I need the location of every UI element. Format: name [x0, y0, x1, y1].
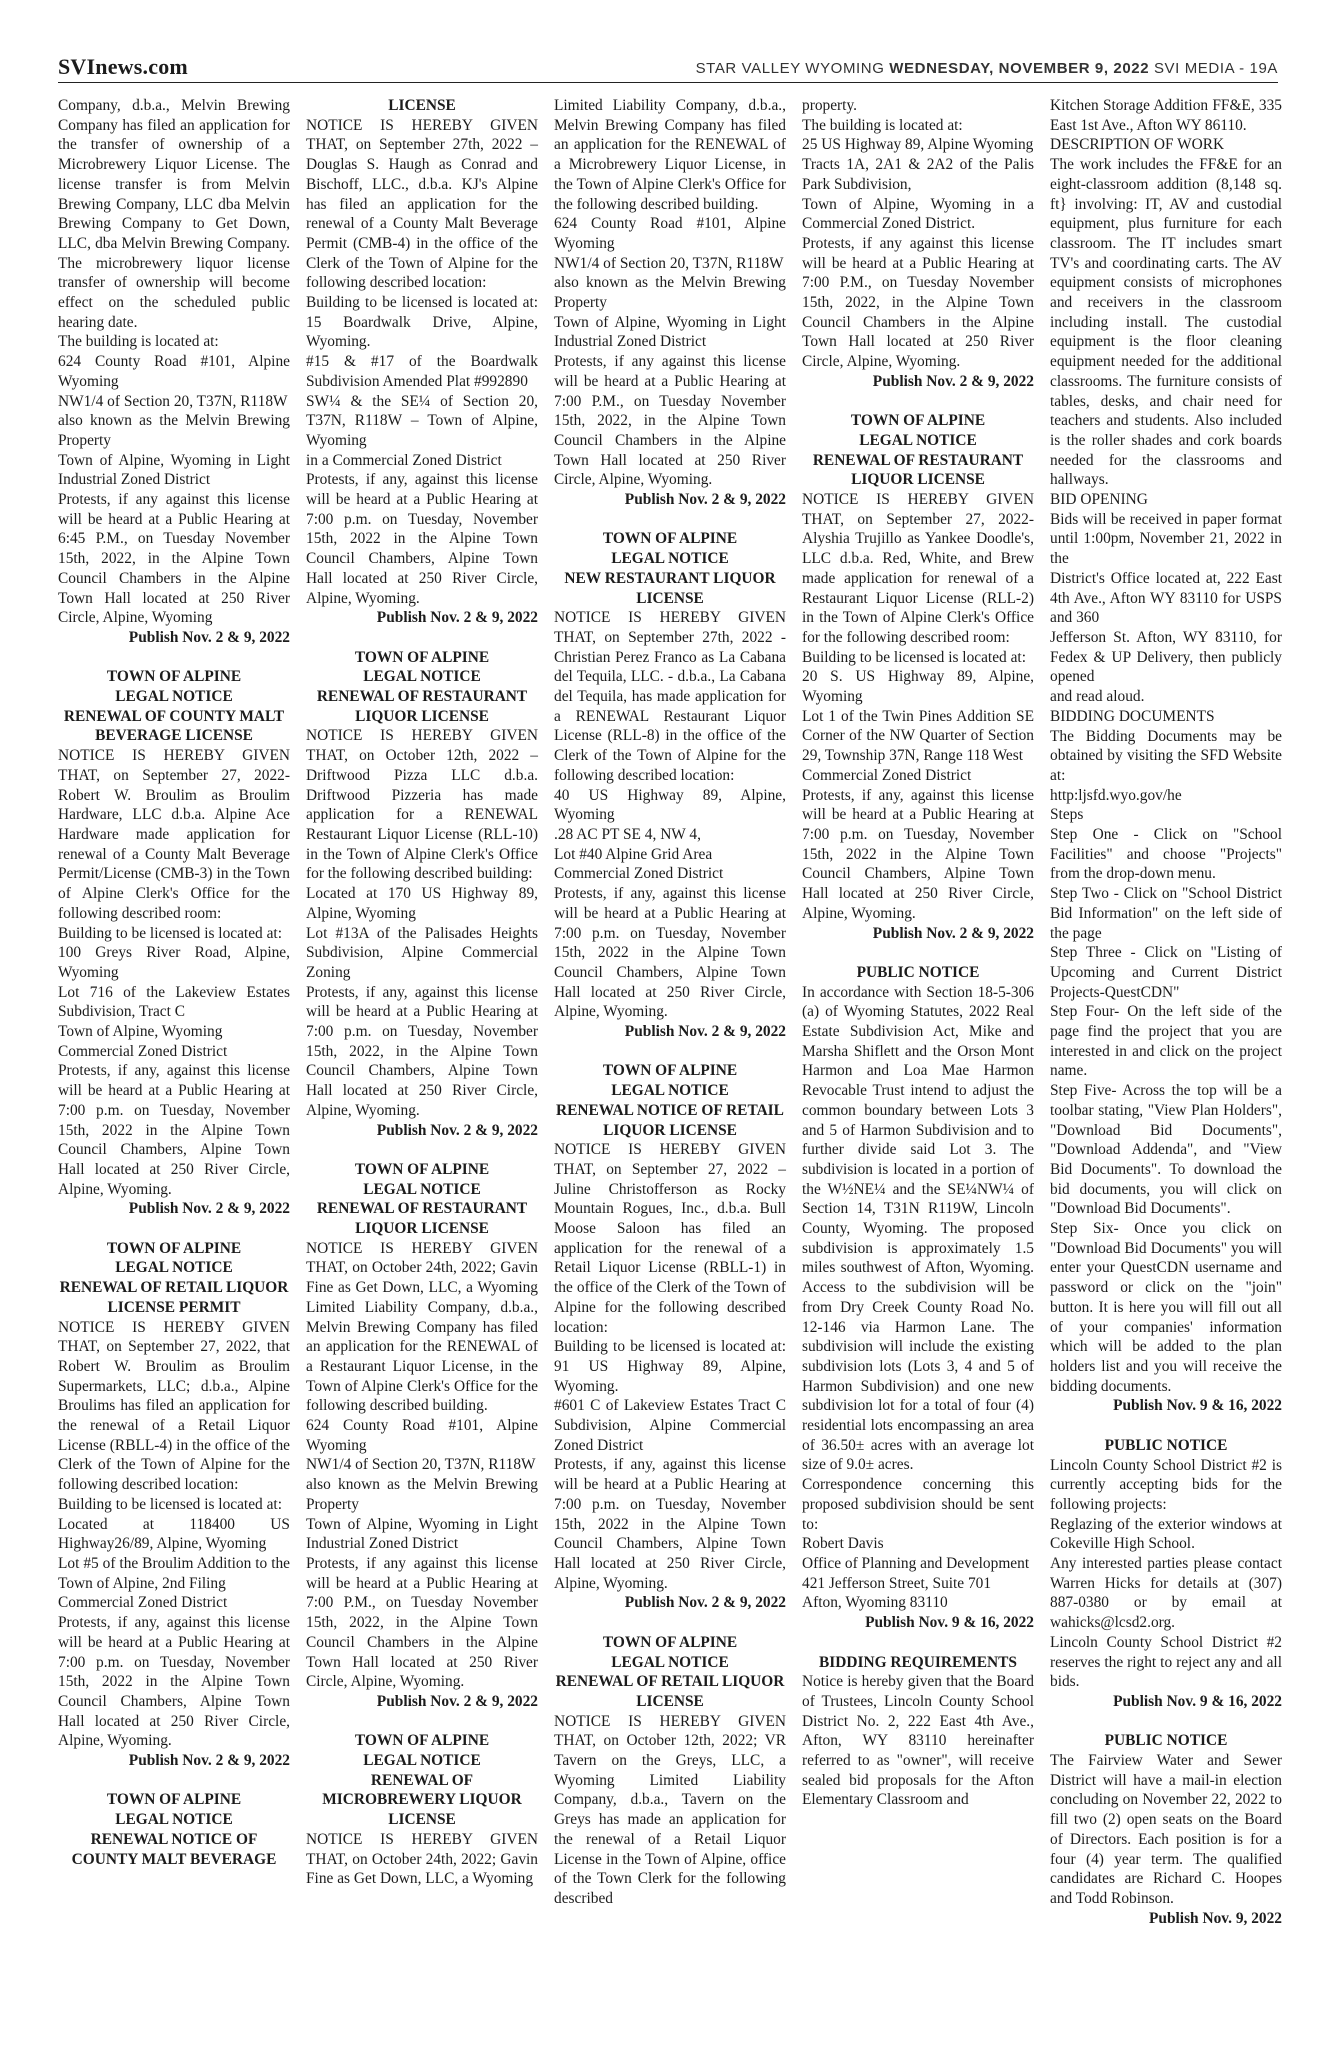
publish-date: Publish Nov. 2 & 9, 2022: [376, 609, 538, 627]
publish-date: Publish Nov. 2 & 9, 2022: [128, 628, 290, 646]
spacer: [306, 1140, 538, 1160]
spacer: [58, 648, 290, 668]
publish-date: Publish Nov. 2 & 9, 2022: [376, 1121, 538, 1139]
spacer: [58, 1771, 290, 1791]
spacer: [554, 1613, 786, 1633]
publish-date: Publish Nov. 2 & 9, 2022: [624, 1594, 786, 1612]
spacer: [1050, 1416, 1282, 1436]
notice-body: NOTICE IS HEREBY GIVEN THAT, on September 27th, 2022 – Douglas S. Haugh as Conrad and Bischoff, LLC., d.b.a. KJ's Alpine has filed an application for the renewal of a County Malt Beverage Permit (CMB-4) in the office of the Clerk of the Town of Alpine for the following described location: Building to be licensed is located at: 15 Boardwalk Drive, Alpine, Wyoming. #15 & #17 of the Boardwalk Subdivision Amended Plat #992890 SW¼ & the SE¼ of Section 20, T37N, R118W – Town of Alpine, Wyoming in a Commercial Zoned District Protests, if any, against this license will be heard at a Public Hearing at 7:00 p.m. on Tuesday, November 15th, 2022 in the Alpine Town Council Chambers, Alpine Town Hall located at 250 River Circle, Alpine, Wyoming.: [306, 116, 538, 607]
notice-heading: TOWN OF ALPINE LEGAL NOTICE RENEWAL OF RESTAURANT LIQUOR LICENSE: [316, 648, 528, 725]
spacer: [58, 1219, 290, 1239]
notice-heading: TOWN OF ALPINE LEGAL NOTICE RENEWAL OF MICROBREWERY LIQUOR LICENSE: [322, 1732, 522, 1829]
publish-date: Publish Nov. 9, 2022: [1149, 1909, 1282, 1927]
spacer: [306, 628, 538, 648]
column-4: [802, 96, 1034, 1810]
column-1: [58, 96, 290, 1869]
spacer: [306, 1712, 538, 1732]
notice-body: NOTICE IS HEREBY GIVEN THAT, on September 27, 2022 – Juline Christofferson as Rocky Mountain Rogues, Inc., d.b.a. Bull Moose Saloon has filed an application for the renewal of a Retail Liquor License (RBLL-1) in the office of the Clerk of the Town of Alpine for the following described location: Building to be licensed is located at: 91 US Highway 89, Alpine, Wyoming. #601 C of Lakeview Estates Tract C Subdivision, Alpine Commercial Zoned District Protests, if any, against this license will be heard at a Public Hearing at 7:00 p.m. on Tuesday, November 15th, 2022 in the Alpine Town Council Chambers, Alpine Town Hall located at 250 River Circle, Alpine, Wyoming.: [554, 1141, 786, 1592]
publish-date: Publish Nov. 9 & 16, 2022: [865, 1614, 1034, 1632]
notice-body: Limited Liability Company, d.b.a., Melvin Brewing Company has filed an application for the RENEWAL of a Microbrewery Liquor License, in the Town of Alpine Clerk's Office for the following described building. 624 County Road #101, Alpine Wyoming NW1/4 of Section 20, T37N, R118W also known as the Melvin Brewing Property Town of Alpine, Wyoming in Light Industrial Zoned District Protests, if any against this license will be heard at a Public Hearing at 7:00 P.M., on Tuesday November 15th, 2022, in the Alpine Town Council Chambers in the Alpine Town Hall located at 250 River Circle, Alpine, Wyoming.: [554, 97, 786, 489]
notice-body: Kitchen Storage Addition FF&E, 335 East 1st Ave., Afton WY 86110. DESCRIPTION OF WORK The work includes the FF&E for an eight-classroom addition (8,148 sq. ft} involving: IT, AV and custodial equipment, plus furniture for each classroom. The IT includes smart TV's and coordinating carts. The AV equipment consists of microphones and receivers in the classroom including install. The custodial equipment is the floor cleaning equipment needed for the additional classrooms. The furniture consists of tables, desks, and chair need for teachers and students. Also included is the roller shades and cork boards needed for the classrooms and hallways. BID OPENING Bids will be received in paper format until 1:00pm, November 21, 2022 in the District's Office located at, 222 East 4th Ave., Afton WY 83110 for USPS and 360 Jefferson St. Afton, WY 83110, for Fedex & UP Delivery, then publicly opened and read aloud. BIDDING DOCUMENTS The Bidding Documents may be obtained by visiting the SFD Website at: http:ljsfd.wyo.gov/he Steps Step One - Click on "School Facilities" and choose "Projects" from the drop-down menu. Step Two - Click on "School District Bid Information" on the left side of the page Step Three - Click on "Listing of Upcoming and Current District Projects-QuestCDN" Step Four- On the left side of the page find the project that you are interested in and click on the project name. Step Five- Across the top will be a toolbar stating, "View Plan Holders", "Download Bid Documents", "Download Addenda", and "View Bid Documents". To download the bid documents, you will click on "Download Bid Documents". Step Six- Once you click on "Download Bid Documents" you will enter your QuestCDN username and password or click on the "join" button. It is here you will fill out all of your companies' information which will be added to the plan holders list and you will receive the bidding documents.: [1050, 97, 1282, 1395]
publish-date: Publish Nov. 9 & 16, 2022: [1113, 1692, 1282, 1710]
masthead-date: WEDNESDAY, NOVEMBER 9, 2022: [889, 60, 1150, 77]
spacer: [554, 1042, 786, 1062]
publish-date: Publish Nov. 2 & 9, 2022: [624, 1023, 786, 1041]
notice-body: NOTICE IS HEREBY GIVEN THAT, on September 27th, 2022 - Christian Perez Franco as La Cabana del Tequila, LLC. - d.b.a., La Cabana del Tequila, has made application for a RENEWAL Restaurant Liquor License (RLL-8) in the office of the Clerk of the Town of Alpine for the following described location: 40 US Highway 89, Alpine, Wyoming .28 AC PT SE 4, NW 4, Lot #40 Alpine Grid Area Commercial Zoned District Protests, if any, against this license will be heard at a Public Hearing at 7:00 p.m. on Tuesday, November 15th, 2022 in the Alpine Town Council Chambers, Alpine Town Hall located at 250 River Circle, Alpine, Wyoming.: [554, 609, 786, 1021]
notice-heading: TOWN OF ALPINE LEGAL NOTICE RENEWAL OF RESTAURANT LIQUOR LICENSE: [316, 1160, 528, 1238]
notice-heading: TOWN OF ALPINE LEGAL NOTICE RENEWAL NOTICE OF COUNTY MALT BEVERAGE: [71, 1791, 277, 1868]
notice-heading: BIDDING REQUIREMENTS: [819, 1653, 1017, 1671]
notice-body: Lincoln County School District #2 is currently accepting bids for the following projects: Reglazing of the exterior windows at Cokeville High School. Any interested parties please contact Warren Hicks for details at (307) 887-0380 or by email at wahicks@lcsd2.org. Lincoln County School District #2 reserves the right to reject any and all bids.: [1050, 1456, 1282, 1691]
notice-body: NOTICE IS HEREBY GIVEN THAT, on October 24th, 2022; Gavin Fine as Get Down, LLC, a Wyoming: [306, 1830, 538, 1888]
notice-body: NOTICE IS HEREBY GIVEN THAT, on October 12th, 2022 –Driftwood Pizza LLC d.b.a. Driftwood Pizzeria has made application for a RENEWAL Restaurant Liquor License (RLL-10) in the Town of Alpine Clerk's Office for the following described building: Located at 170 US Highway 89, Alpine, Wyoming Lot #13A of the Palisades Heights Subdivision, Alpine Commercial Zoning Protests, if any, against this license will be heard at a Public Hearing at 7:00 p.m. on Tuesday, November 15th, 2022, in the Alpine Town Council Chambers, Alpine Town Hall located at 250 River Circle, Alpine, Wyoming.: [306, 727, 538, 1119]
spacer: [802, 943, 1034, 963]
publish-date: Publish Nov. 2 & 9, 2022: [128, 1200, 290, 1218]
notice-heading: TOWN OF ALPINE LEGAL NOTICE NEW RESTAURANT LIQUOR LICENSE: [564, 530, 776, 607]
notice-body: Company, d.b.a., Melvin Brewing Company has filed an application for the transfer of ownership of a Microbrewery Liquor License. The license transfer is from Melvin Brewing Company, LLC dba Melvin Brewing Company to Get Down, LLC, dba Melvin Brewing Company. The microbrewery liquor license transfer of ownership will become effect on the scheduled public hearing date. The building is located at: 624 County Road #101, Alpine Wyoming NW1/4 of Section 20, T37N, R118W also known as the Melvin Brewing Property Town of Alpine, Wyoming in Light Industrial Zoned District Protests, if any against this license will be heard at a Public Hearing at 6:45 P.M., on Tuesday November 15th, 2022, in the Alpine Town Council Chambers in the Alpine Town Hall located at 250 River Circle, Alpine, Wyoming: [58, 97, 290, 627]
notice-heading: TOWN OF ALPINE LEGAL NOTICE RENEWAL OF RETAIL LIQUOR LICENSE: [555, 1633, 785, 1710]
publish-date: Publish Nov. 9 & 16, 2022: [1113, 1397, 1282, 1415]
spacer: [802, 1633, 1034, 1653]
column-5: [1050, 96, 1282, 1928]
page-header: [58, 52, 1278, 86]
notice-body: NOTICE IS HEREBY GIVEN THAT, on September 27, 2022, that Robert W. Broulim as Broulim Supermarkets, LLC; d.b.a., Alpine Broulims has filed an application for the renewal of a Retail Liquor License (RBLL-4) in the office of the Clerk of the Town of Alpine for the following described location: Building to be licensed is located at: Located at 118400 US Highway26/89, Alpine, Wyoming Lot #5 of the Broulim Addition to the Town of Alpine, 2nd Filing Commercial Zoned District Protests, if any, against this license will be heard at a Public Hearing at 7:00 p.m. on Tuesday, November 15th, 2022 in the Alpine Town Council Chambers, Alpine Town Hall located at 250 River Circle, Alpine, Wyoming.: [58, 1318, 290, 1750]
notice-body: In accordance with Section 18-5-306 (a) of Wyoming Statutes, 2022 Real Estate Subdivision Act, Mike and Marsha Shiflett and the Orson Mont Harmon and Loa Mae Harmon Revocable Trust intend to adjust the common boundary between Lots 3 and 5 of Harmon Subdivision and to further divide said Lot 3. The subdivision is located in a portion of the W½NE¼ and the SE¼NW¼ of Section 14, T31N R119W, Lincoln County, Wyoming. The proposed subdivision is approximately 1.5 miles southwest of Afton, Wyoming. Access to the subdivision will be from Dry Creek County Road No. 12-146 via Harmon Lane. The subdivision will include the existing subdivision lots (Lots 3, 4 and 5 of Harmon Subdivision) and one new subdivision lot for a total of four (4) residential lots encompassing an area of 36.50± acres with an average lot size of 9.0± acres. Correspondence concerning this proposed subdivision should be sent to: Robert Davis Office of Planning and Development 421 Jefferson Street, Suite 701 Afton, Wyoming 83110: [802, 983, 1034, 1612]
site-name: SVInews.com: [58, 54, 188, 79]
notice-heading: TOWN OF ALPINE LEGAL NOTICE RENEWAL OF RETAIL LIQUOR LICENSE PERMIT: [59, 1239, 289, 1316]
notice-heading: TOWN OF ALPINE LEGAL NOTICE RENEWAL NOTICE OF RETAIL LIQUOR LICENSE: [556, 1062, 784, 1139]
spacer: [1050, 1712, 1282, 1732]
column-2: [306, 96, 538, 1889]
header-rule: [58, 82, 1278, 83]
publish-date: Publish Nov. 2 & 9, 2022: [624, 491, 786, 509]
notice-heading: PUBLIC NOTICE: [1104, 1732, 1228, 1750]
notice-body: Notice is hereby given that the Board of Trustees, Lincoln County School District No. 2, 222 East 4th Ave., Afton, WY 83110 hereinafter referred to as "owner", will receive sealed bid proposals for the Afton Elementary Classroom and: [802, 1673, 1034, 1809]
notice-body: NOTICE IS HEREBY GIVEN THAT, on September 27, 2022- Alyshia Trujillo as Yankee Doodle's, LLC d.b.a. Red, White, and Brew made application for renewal of a Restaurant Liquor License (RLL-2) in the Town of Alpine Clerk's Office for the following described room: Building to be licensed is located at: 20 S. US Highway 89, Alpine, Wyoming Lot 1 of the Twin Pines Addition SE Corner of the NW Quarter of Section 29, Township 37N, Range 118 West Commercial Zoned District Protests, if any, against this license will be heard at a Public Hearing at 7:00 p.m. on Tuesday, November 15th, 2022 in the Alpine Town Council Chambers, Alpine Town Hall located at 250 River Circle, Alpine, Wyoming.: [802, 491, 1034, 922]
notice-body: property. The building is located at: 25 US Highway 89, Alpine Wyoming Tracts 1A, 2A1 & 2A2 of the Palis Park Subdivision, Town of Alpine, Wyoming in a Commercial Zoned District. Protests, if any against this license will be heard at a Public Hearing at 7:00 P.M., on Tuesday November 15th, 2022, in the Alpine Town Council Chambers in the Alpine Town Hall located at 250 River Circle, Alpine, Wyoming.: [802, 97, 1034, 371]
notice-heading: TOWN OF ALPINE LEGAL NOTICE RENEWAL OF RESTAURANT LIQUOR LICENSE: [812, 412, 1024, 489]
masthead-section: SVI MEDIA - 19A: [1149, 60, 1278, 77]
notice-body: NOTICE IS HEREBY GIVEN THAT, on September 27, 2022- Robert W. Broulim as Broulim Hardware, LLC d.b.a. Alpine Ace Hardware made application for renewal of a County Malt Beverage Permit/License (CMB-3) in the Town of Alpine Clerk's Office for the following described room: Building to be licensed is located at: 100 Greys River Road, Alpine, Wyoming Lot 716 of the Lakeview Estates Subdivision, Tract C Town of Alpine, Wyoming Commercial Zoned District Protests, if any, against this license will be heard at a Public Hearing at 7:00 p.m. on Tuesday, November 15th, 2022 in the Alpine Town Council Chambers, Alpine Town Hall located at 250 River Circle, Alpine, Wyoming.: [58, 747, 290, 1198]
publish-date: Publish Nov. 2 & 9, 2022: [872, 924, 1034, 942]
notice-heading: PUBLIC NOTICE: [1104, 1436, 1228, 1454]
notice-body: NOTICE IS HEREBY GIVEN THAT, on October 12th, 2022; VR Tavern on the Greys, LLC, a Wyoming Limited Liability Company, d.b.a., Tavern on the Greys has made an application for the renewal of a Retail Liquor License in the Town of Alpine, office of the Town Clerk for the following described: [554, 1712, 786, 1907]
notice-body: The Fairview Water and Sewer District will have a mail-in election concluding on November 22, 2022 to fill two (2) open seats on the Board of Directors. Each position is for a four (4) year term. The qualified candidates are Richard C. Hoopes and Todd Robinson.: [1050, 1752, 1282, 1907]
notice-heading: TOWN OF ALPINE LEGAL NOTICE RENEWAL OF COUNTY MALT BEVERAGE LICENSE: [63, 668, 285, 745]
publish-date: Publish Nov. 2 & 9, 2022: [376, 1692, 538, 1710]
notice-heading: PUBLIC NOTICE: [856, 963, 980, 981]
masthead: [696, 60, 1278, 77]
masthead-paper: STAR VALLEY WYOMING: [695, 60, 890, 77]
spacer: [802, 392, 1034, 412]
publish-date: Publish Nov. 2 & 9, 2022: [872, 372, 1034, 390]
notice-heading: LICENSE: [388, 97, 456, 114]
column-3: [554, 96, 786, 1909]
notice-body: NOTICE IS HEREBY GIVEN THAT, on October 24th, 2022; Gavin Fine as Get Down, LLC, a Wyoming Limited Liability Company, d.b.a., Melvin Brewing Company has filed an application for the RENEWAL of a Restaurant Liquor License, in the Town of Alpine Clerk's Office for the following described building. 624 County Road #101, Alpine Wyoming NW1/4 of Section 20, T37N, R118W also known as the Melvin Brewing Property Town of Alpine, Wyoming in Light Industrial Zoned District Protests, if any against this license will be heard at a Public Hearing at 7:00 P.M., on Tuesday November 15th, 2022, in the Alpine Town Council Chambers in the Alpine Town Hall located at 250 River Circle, Alpine, Wyoming.: [306, 1239, 538, 1691]
spacer: [554, 510, 786, 530]
publish-date: Publish Nov. 2 & 9, 2022: [128, 1752, 290, 1770]
